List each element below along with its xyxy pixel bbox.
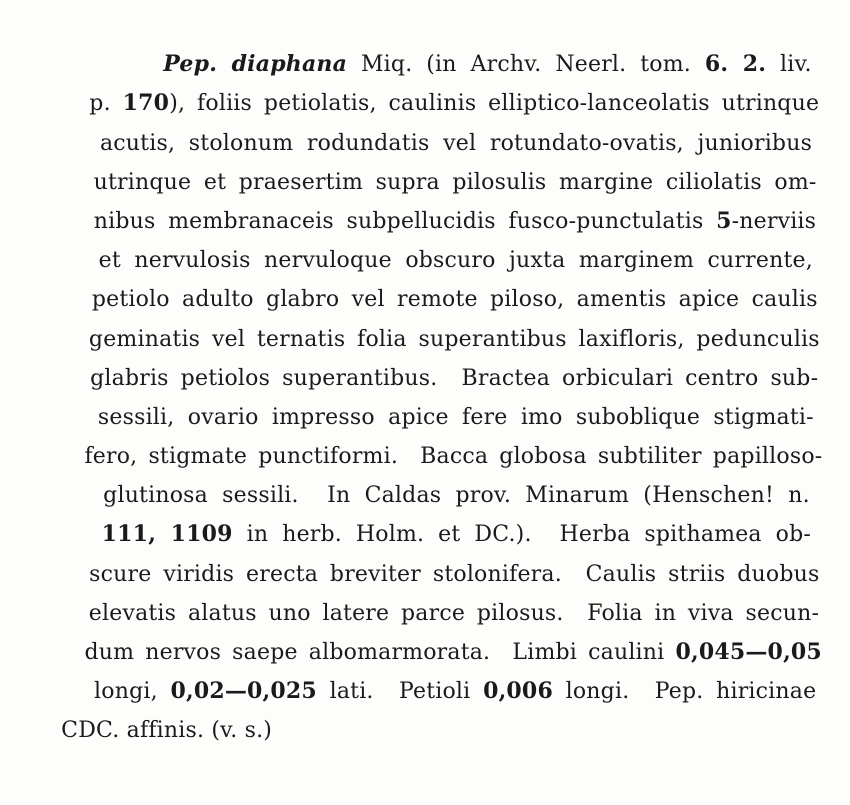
- species-name: Pep. diaphana: [163, 51, 348, 78]
- text-line: [18, 594, 838, 666]
- text-segment: geminatis vel ternatis folia superantibus laxifloris, pedunculis: [88, 326, 820, 352]
- text-segment-bold: 6. 2.: [704, 51, 767, 78]
- text-line: [18, 633, 838, 705]
- text-segment: nibus membranaceis subpellucidis fusco-punctulatis: [93, 208, 717, 234]
- text-line: [18, 45, 838, 117]
- text-segment: scure viridis erecta breviter stolonifera. Caulis striis duobus: [89, 561, 820, 587]
- text-segment: longi. Pep. hiricinae: [552, 679, 817, 705]
- text-segment: petiolo adulto glabro vel remote piloso, amentis apice caulis: [91, 287, 818, 313]
- text-line: [18, 202, 838, 274]
- text-line: [18, 476, 838, 548]
- text-line: [18, 515, 838, 587]
- text-segment: in herb. Holm. et DC.). Herba spithamea ob-: [232, 522, 812, 548]
- text-segment: Miq. (in Archv. Neerl. tom.: [347, 52, 705, 78]
- text-segment-bold: 111, 1109: [101, 521, 233, 548]
- text-segment: glutinosa sessili. In Caldas prov. Minarum (Henschen! n.: [103, 483, 810, 509]
- text-segment-bold: 5: [716, 207, 732, 234]
- text-line: [18, 359, 838, 430]
- text-segment: ), foliis petiolatis, caulinis elliptico-lanceolatis utrinque: [169, 91, 820, 117]
- text-segment-bold: 170: [122, 90, 170, 117]
- text-segment: -nerviis: [731, 208, 817, 234]
- text-segment: sessili, ovario impresso apice fere imo suboblique stigmati-: [97, 404, 814, 430]
- text-segment: CDC. affinis. (v. s.): [61, 718, 273, 744]
- text-line: [18, 84, 838, 156]
- text-segment-bold: 0,045—0,05: [675, 639, 822, 666]
- text-line: [18, 437, 838, 509]
- text-segment-bold: 0,006: [483, 678, 553, 705]
- text-segment-bold: 0,02—0,025: [170, 678, 317, 705]
- text-line: [18, 320, 838, 391]
- text-segment: lati. Petioli: [316, 679, 484, 705]
- text-segment: fero, stigmate punctiformi. Bacca globosa subtiliter papilloso-: [84, 444, 823, 470]
- text-segment: p.: [89, 91, 123, 117]
- species-description: [18, 6, 838, 744]
- text-segment: longi,: [94, 679, 171, 705]
- text-line: [18, 398, 838, 470]
- text-segment: acutis, stolonum rodundatis vel rotundato-ovatis, junioribus: [99, 130, 813, 156]
- text-line: [18, 6, 838, 78]
- text-line: [18, 241, 838, 313]
- text-segment: elevatis alatus uno latere parce pilosus. Folia in viva secun-: [88, 600, 820, 626]
- text-segment: glabris petiolos superantibus. Bractea orbiculari centro sub-: [90, 365, 819, 391]
- text-segment: utrinque et praesertim supra pilosulis margine ciliolatis om-: [93, 169, 817, 195]
- text-segment: et nervulosis nervuloque obscuro juxta marginem currente,: [98, 248, 813, 274]
- text-line: [18, 280, 838, 352]
- text-segment: liv.: [766, 52, 812, 78]
- text-line: [18, 163, 838, 234]
- text-line: [18, 555, 838, 626]
- text-segment: dum nervos saepe albomarmorata. Limbi caulini: [84, 640, 676, 666]
- text-line: [18, 124, 838, 195]
